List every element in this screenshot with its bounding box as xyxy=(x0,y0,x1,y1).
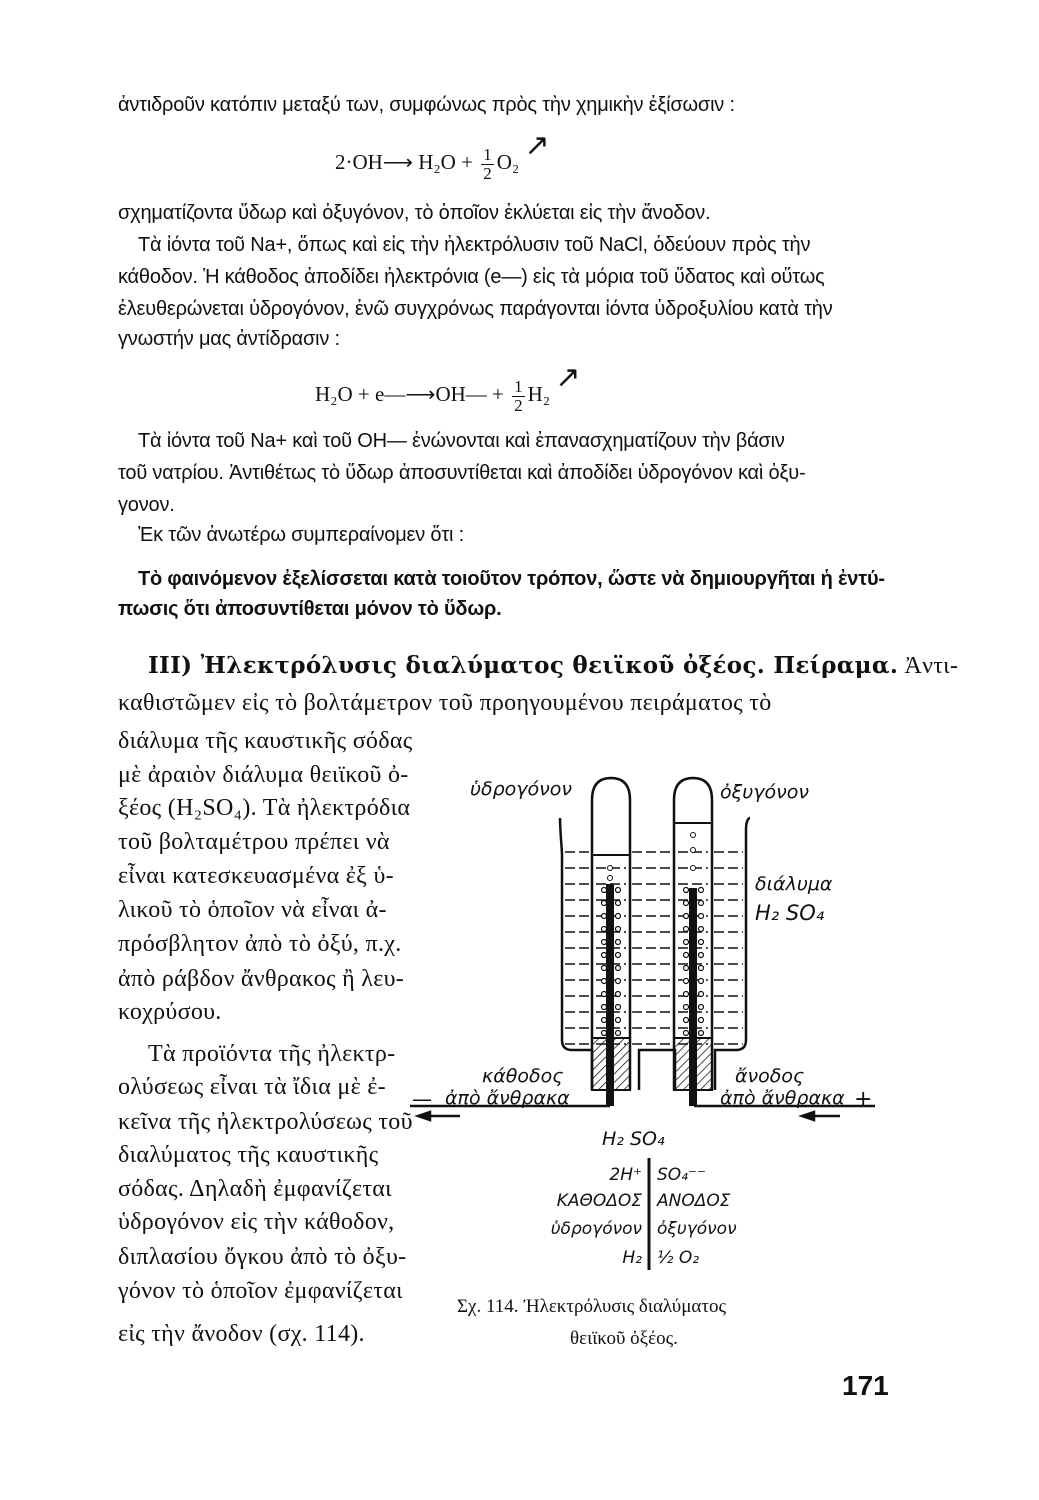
bubble xyxy=(684,1031,689,1036)
text-line: μὲ ἀραιὸν διάλυμα θειϊκοῦ ὀ- xyxy=(118,762,409,788)
bubble xyxy=(602,901,607,906)
fraction xyxy=(512,378,525,415)
text-line: γονον. xyxy=(118,494,175,516)
reaction-arrow-icon: ⟶ xyxy=(405,382,436,406)
section-heading: III) Ἠλεκτρόλυσις διαλύματος θειϊκοῦ ὀξέος. Πείραμα. xyxy=(148,652,899,679)
gas-release-arrow-icon: ↗ xyxy=(524,129,550,162)
cathode-column-entry: 2H⁺ xyxy=(609,1165,642,1185)
denominator: 2 xyxy=(514,395,523,415)
bubble xyxy=(699,901,704,906)
right-current-arrow-icon xyxy=(802,1112,840,1120)
bubble xyxy=(616,1018,621,1023)
bubble xyxy=(684,888,689,893)
bubble xyxy=(602,927,607,932)
reaction-arrow-icon: ⟶ xyxy=(382,150,413,174)
cathode-column-entry: ΚΑΘΟΔΟΣ xyxy=(556,1191,642,1211)
text-line: διπλασίου ὄγκου ἀπὸ τὸ ὀξυ- xyxy=(118,1244,407,1270)
bubble xyxy=(608,876,613,881)
figure-caption: θειϊκοῦ ὀξέος. xyxy=(570,1328,678,1349)
vessel-outline xyxy=(560,818,750,1090)
label-hydrogen: ὑδρογόνον xyxy=(470,778,573,800)
fraction xyxy=(481,146,494,183)
label-oxygen: ὀξυγόνον xyxy=(720,781,809,803)
text-line: τοῦ νατρίου. Ἀντιθέτως τὸ ὕδωρ ἀποσυντίθεται καὶ ἀποδίδει ὑδρογόνον καὶ ὀξυ- xyxy=(118,462,806,484)
eq-term: H₂O + xyxy=(418,150,473,174)
bubble xyxy=(602,940,607,945)
electrolysis-diagram xyxy=(410,760,910,1270)
anode-column-entry: ½ O₂ xyxy=(657,1248,700,1268)
text-line: Τὰ ἰόντα τοῦ Na+, ὅπως καὶ εἰς τὴν ἠλεκτρόλυσιν τοῦ NaCl, ὁδεύουν πρὸς τὴν xyxy=(138,234,811,256)
text-line: πρόσβλητον ἀπὸ τὸ ὀξύ, π.χ. xyxy=(118,931,402,957)
numerator: 1 xyxy=(483,144,492,164)
bubble xyxy=(602,953,607,958)
text-line: ἐλευθερώνεται ὑδρογόνον, ἐνῶ συγχρόνως παράγονται ἰόντα ὑδροξυλίου κατὰ τὴν xyxy=(118,298,833,320)
anode-column-entry: ΑΝΟΔΟΣ xyxy=(657,1191,731,1211)
eq-term: H₂ xyxy=(527,382,551,406)
ion-table xyxy=(551,1165,737,1268)
bubble xyxy=(684,914,689,919)
text-line: γόνον τὸ ὁποῖον ἐμφανίζεται xyxy=(118,1278,403,1304)
bubble xyxy=(691,866,696,871)
gas-bubbles xyxy=(602,833,704,1036)
label-anode-material: ἀπὸ ἄνθρακα xyxy=(720,1087,845,1109)
bubble xyxy=(616,927,621,932)
anode-rod xyxy=(689,888,697,1106)
bubble xyxy=(699,1018,704,1023)
section-heading-line xyxy=(148,652,958,680)
bubble xyxy=(684,927,689,932)
bubble xyxy=(684,1005,689,1010)
left-current-arrow-icon xyxy=(418,1112,460,1120)
text-line: κοχρύσου. xyxy=(118,999,222,1025)
text-line: καθιστῶμεν εἰς τὸ βολτάμετρον τοῦ προηγουμένου πειράματος τὸ xyxy=(118,690,772,716)
eq-term: 2·OH xyxy=(335,150,383,174)
bubble xyxy=(684,940,689,945)
bubble xyxy=(602,914,607,919)
label-anode: ἄνοδος xyxy=(735,1065,805,1087)
bubble xyxy=(691,848,696,853)
text-line: διάλυμα τῆς καυστικῆς σόδας xyxy=(118,728,413,754)
bubble xyxy=(699,888,704,893)
text-fragment: Ἀντι- xyxy=(904,653,959,679)
bubble xyxy=(608,866,613,871)
bubble xyxy=(699,1005,704,1010)
bubble xyxy=(699,992,704,997)
bubble xyxy=(616,992,621,997)
label-cathode-material: ἀπὸ ἄνθρακα xyxy=(445,1087,570,1109)
bubble xyxy=(602,1005,607,1010)
cathode-rod xyxy=(606,884,614,1106)
bubble xyxy=(699,914,704,919)
bubble xyxy=(684,979,689,984)
bubble xyxy=(684,953,689,958)
bubble xyxy=(684,901,689,906)
bubble xyxy=(616,1005,621,1010)
bubble xyxy=(684,992,689,997)
bubble xyxy=(616,940,621,945)
bubble xyxy=(616,979,621,984)
numerator: 1 xyxy=(514,376,523,396)
cathode-column-entry: ὑδρογόνον xyxy=(550,1219,642,1239)
text-line: τοῦ βολταμέτρου πρέπει νὰ xyxy=(118,829,390,855)
bubble xyxy=(699,966,704,971)
gas-release-arrow-icon: ↗ xyxy=(555,361,581,394)
bubble xyxy=(684,1018,689,1023)
text-line: ἀντιδροῦν κατόπιν μεταξύ των, συμφώνως πρὸς τὴν χημικὴν ἐξίσωσιν : xyxy=(118,94,735,116)
page-number: 171 xyxy=(842,1370,889,1401)
bubble xyxy=(616,914,621,919)
bubble xyxy=(616,953,621,958)
text-line: ὑδρογόνον εἰς τὴν κάθοδον, xyxy=(118,1209,395,1235)
bold-conclusion-line: Τὸ φαινόμενον ἐξελίσσεται κατὰ τοιοῦτον τρόπον, ὥστε νὰ δημιουργῆται ἡ ἐντύ- xyxy=(138,568,885,590)
positive-pole-sign: + xyxy=(854,1087,873,1112)
bubble xyxy=(699,940,704,945)
anode-column-entry: SO₄⁻⁻ xyxy=(657,1165,706,1185)
label-solution: διάλυμα xyxy=(755,873,833,895)
text-line: εἶναι κατεσκευασμένα ἐξ ὑ- xyxy=(118,863,394,889)
text-line: γνωστήν μας ἀντίδρασιν : xyxy=(118,328,340,350)
formula-h2so4: H₂ SO₄ xyxy=(602,1128,665,1150)
text-line: Ἐκ τῶν ἀνωτέρω συμπεραίνομεν ὅτι : xyxy=(138,524,464,546)
bubble xyxy=(699,979,704,984)
bubble xyxy=(602,979,607,984)
bubble xyxy=(616,901,621,906)
text-line: ολύσεως εἶναι τὰ ἴδια μὲ ἐ- xyxy=(118,1074,386,1100)
equation-oh-decomposition xyxy=(335,129,550,183)
negative-pole-sign: — xyxy=(412,1087,432,1111)
text-line: διαλύματος τῆς καυστικῆς xyxy=(118,1142,379,1168)
bubble xyxy=(602,1031,607,1036)
bubble xyxy=(602,1018,607,1023)
text-line: κάθοδον. Ἡ κάθοδος ἀποδίδει ἠλεκτρόνια (e—) εἰς τὰ μόρια τοῦ ὕδατος καὶ οὕτως xyxy=(118,266,825,288)
eq-term: H₂O + e— xyxy=(315,382,406,406)
equation-water-reduction xyxy=(315,361,581,415)
eq-term: OH— + xyxy=(435,382,504,406)
eq-term: O₂ xyxy=(496,150,520,174)
bubble xyxy=(691,833,696,838)
text-line: εἰς τὴν ἄνοδον (σχ. 114). xyxy=(118,1321,365,1347)
denominator: 2 xyxy=(483,163,492,183)
bold-conclusion-line: πωσις ὅτι ἀποσυντίθεται μόνον τὸ ὕδωρ. xyxy=(118,598,502,620)
bubble xyxy=(699,953,704,958)
bubble xyxy=(616,966,621,971)
bubble xyxy=(602,992,607,997)
bubble xyxy=(699,927,704,932)
bubble xyxy=(616,1031,621,1036)
text-line: σόδας. Δηλαδὴ ἐμφανίζεται xyxy=(118,1176,392,1202)
bubble xyxy=(602,888,607,893)
cathode-column-entry: H₂ xyxy=(622,1248,642,1268)
text-line: ξέος (H₂SO₄). Τὰ ἠλεκτρόδια xyxy=(118,795,411,821)
text-line: σχηματίζοντα ὕδωρ καὶ ὀξυγόνον, τὸ ὁποῖον ἐκλύεται εἰς τὴν ἄνοδον. xyxy=(118,202,711,224)
label-solution-formula: H₂ SO₄ xyxy=(755,901,825,925)
label-cathode: κάθοδος xyxy=(482,1065,564,1087)
text-line: λικοῦ τὸ ὁποῖον νὰ εἶναι ἀ- xyxy=(118,897,387,923)
bubble xyxy=(699,1031,704,1036)
text-line: Τὰ ἰόντα τοῦ Na+ καὶ τοῦ OH— ἑνώνονται καὶ ἐπανασχηματίζουν τὴν βάσιν xyxy=(138,430,785,452)
figure-caption: Σχ. 114. Ἠλεκτρόλυσις διαλύματος xyxy=(457,1296,726,1317)
bubble xyxy=(602,966,607,971)
bubble xyxy=(616,888,621,893)
text-line: κεῖνα τῆς ἠλεκτρολύσεως τοῦ xyxy=(118,1109,413,1135)
text-line: ἀπὸ ράβδον ἄνθρακος ἢ λευ- xyxy=(118,966,405,992)
bubble xyxy=(684,966,689,971)
anode-column-entry: ὀξυγόνον xyxy=(657,1219,737,1239)
text-line: Τὰ προϊόντα τῆς ἠλεκτρ- xyxy=(148,1041,396,1067)
